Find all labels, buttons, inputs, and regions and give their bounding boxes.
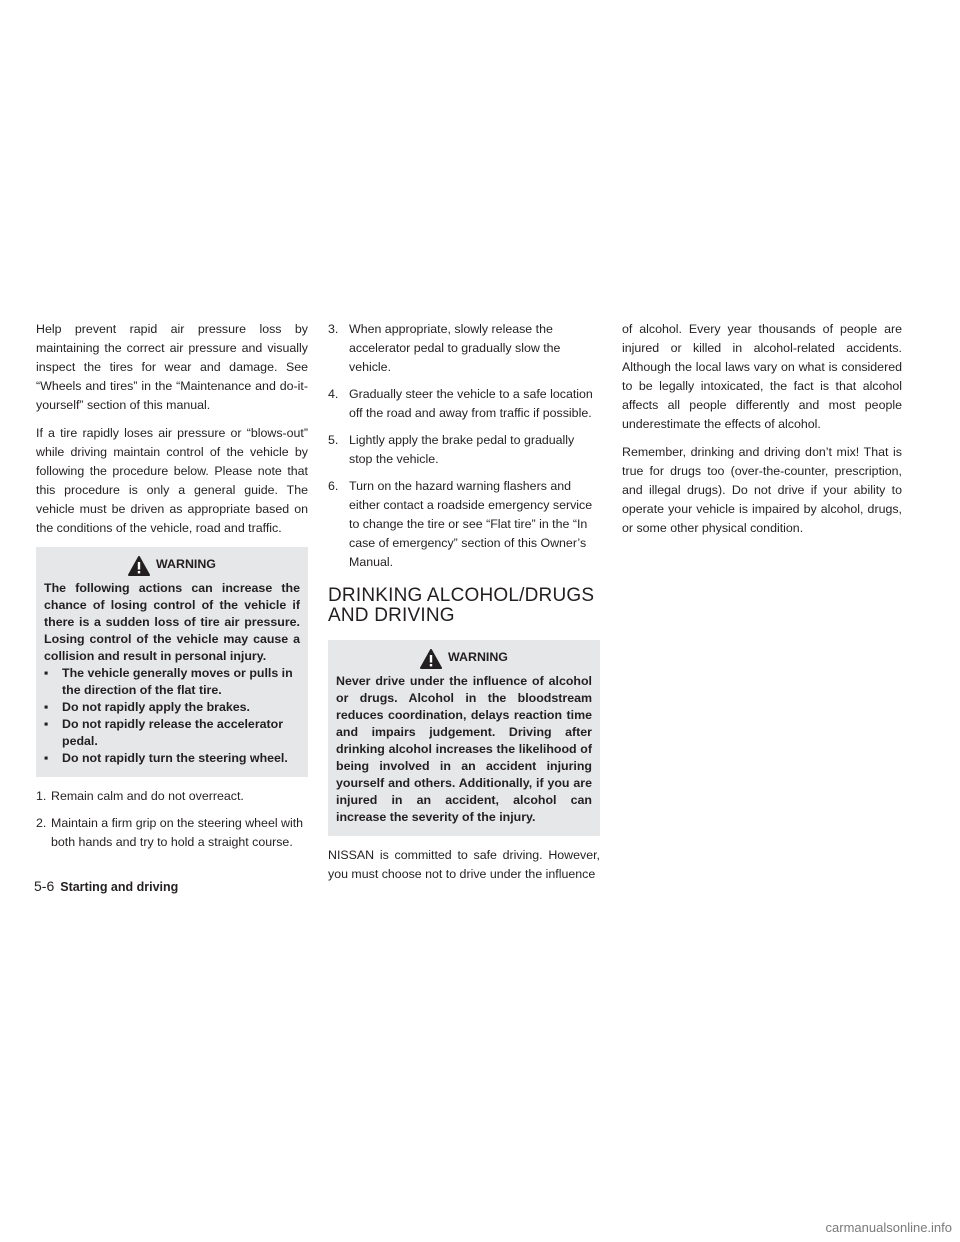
warning-triangle-icon: [128, 556, 150, 576]
page-number: 5-6: [34, 878, 55, 894]
step-item: 5. Lightly apply the brake pedal to gradually stop the vehicle.: [328, 433, 575, 466]
step-item: 6. Turn on the hazard warning flashers and either contact a roadside emergency service to change the tire or see “Flat tire” in the “In case of emergency” section of this Owner’s Manual.: [328, 479, 593, 569]
warning-text: Never drive under the influence of alcohol or drugs. Alcohol in the bloodstream reduces coordination, delays reaction time and impairs judgement. Driving after drinking alcohol increases the likelihood of being involved in an accident injuring yourself and others. Additionally, if you are injured in an accident, alcohol can increase the severity of the injury.: [336, 674, 592, 824]
body-paragraph-1: of alcohol. Every year thousands of people are injured or killed in alcohol-related accidents. Although the local laws vary on what is considered to be legally intoxicated, the fact is that alcohol affects all people differently and most people underestimate the effects of alcohol.: [622, 322, 902, 431]
warning-header: [336, 648, 592, 669]
intro-paragraph-1: Help prevent rapid air pressure loss by maintaining the correct air pressure and visually inspect the tires for wear and damage. See “Wheels and tires” in the “Maintenance and do-it-yourself” section of this manual.: [36, 322, 308, 412]
column-middle: [328, 320, 600, 893]
warning-box-alcohol: [328, 640, 600, 836]
procedure-steps-2: [328, 320, 600, 572]
body-paragraph-2: Remember, drinking and driving don’t mix! That is true for drugs too (over-the-counter, prescription, and illegal drugs). Do not drive if your ability to operate your vehicle is impaired by alcohol, drugs, or some other physical condition.: [622, 445, 902, 535]
step-item: 3. When appropriate, slowly release the accelerator pedal to gradually slow the vehicle.: [328, 322, 561, 374]
warning-title: WARNING: [448, 650, 508, 664]
intro-paragraph-2: If a tire rapidly loses air pressure or “blows-out” while driving maintain control of the vehicle by following the procedure below. Please note that this procedure is only a general guide. The vehicle must be driven as appropriate based on the conditions of the vehicle, road and traffic.: [36, 426, 308, 535]
page-footer: [34, 878, 178, 894]
warning-box-tire: [36, 547, 308, 777]
warning-bullet: ▪ Do not rapidly release the accelerator pedal.: [44, 717, 284, 748]
column-right: [622, 320, 902, 547]
procedure-steps-1: [36, 787, 308, 852]
watermark-text: carmanualsonline.info: [825, 1220, 952, 1235]
body-paragraph: NISSAN is committed to safe driving. However, you must choose not to drive under the influence: [328, 848, 600, 881]
step-item: 4. Gradually steer the vehicle to a safe location off the road and away from traffic if possible.: [328, 387, 593, 420]
warning-triangle-icon: [420, 649, 442, 669]
warning-text: The following actions can increase the chance of losing control of the vehicle if there is a sudden loss of tire air pressure. Losing control of the vehicle may cause a collision and result in personal injury.: [44, 581, 300, 663]
warning-title: WARNING: [156, 557, 216, 571]
section-name: Starting and driving: [60, 880, 179, 894]
warning-bullet: ▪ Do not rapidly turn the steering wheel.: [44, 751, 288, 765]
step-item: 1. Remain calm and do not overreact.: [36, 789, 244, 803]
warning-bullet: ▪ Do not rapidly apply the brakes.: [44, 700, 250, 714]
warning-bullet: ▪ The vehicle generally moves or pulls in the direction of the flat tire.: [44, 666, 293, 697]
column-left: [36, 320, 308, 860]
warning-header: [44, 555, 300, 576]
warning-bullet-list: [44, 665, 300, 767]
step-item: 2. Maintain a firm grip on the steering wheel with both hands and try to hold a straight course.: [36, 816, 304, 849]
section-heading: DRINKING ALCOHOL/DRUGS AND DRIVING: [328, 585, 595, 626]
